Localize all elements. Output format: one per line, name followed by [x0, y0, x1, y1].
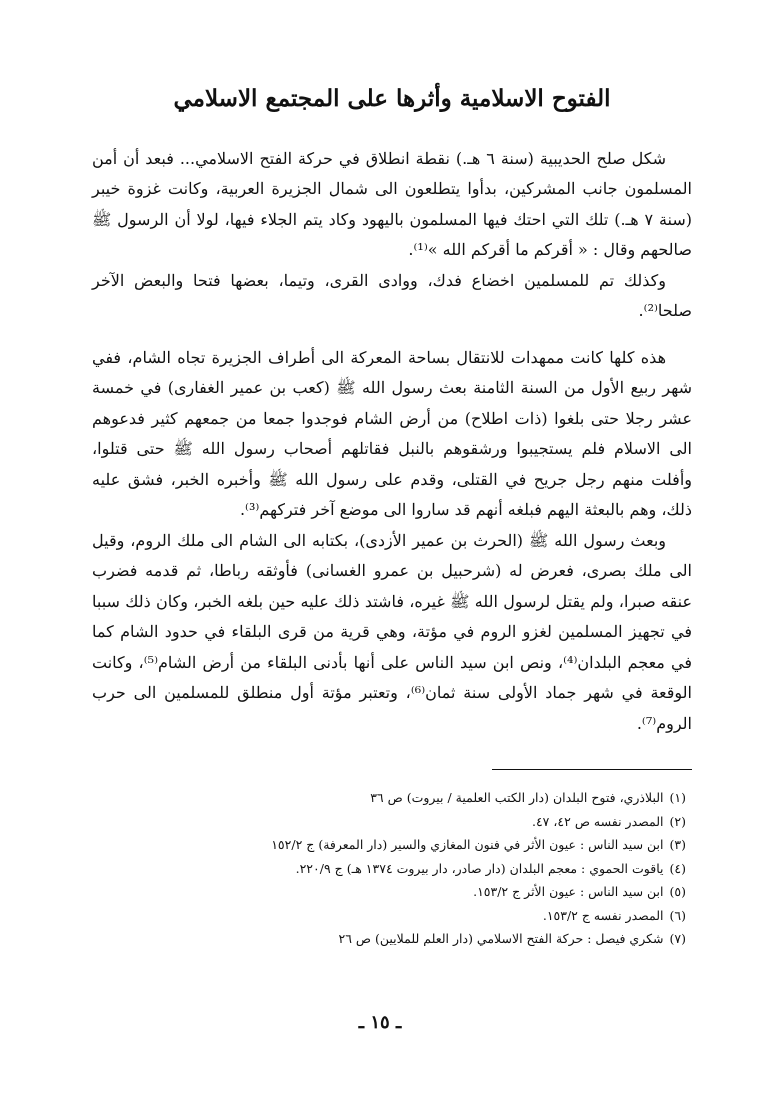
- footnote-text: المصدر نفسه ص ٤٢، ٤٧.: [531, 813, 664, 829]
- footnote-text: شكري فيصل : حركة الفتح الاسلامي (دار العلم للملايين) ص ٢٦: [338, 931, 664, 947]
- paragraph-4: وبعث رسول الله ﷺ (الحرث بن عمير الأزدى)، بكتابه الى الشام الى ملك الروم، وقيل الى ملك بصرى، فعرض له (شرحبيل بن عمرو الغسانى) فأوثقه رباطا، ثم قدمه فضرب عنقه صبرا، ولم يقتل لرسول الله ﷺ غيره، فاشتد ذلك عليه حين بلغه الخبر، وكان ذلك سببا في تجهيز المسلمين لغزو الروم في مؤتة، وهي قرية من قرى البلقاء في حدود الشام كما في معجم البلدان⁽⁴⁾، ونص ابن سيد الناس على أنها بأدنى البلقاء من أرض الشام⁽⁵⁾، وكانت الوقعة في شهر جماد الأولى سنة ثمان⁽⁶⁾، وتعتبر مؤتة أول منطلق للمسلمين الى حرب الروم⁽⁷⁾.: [92, 530, 693, 733]
- footnote-item: [92, 786, 692, 810]
- footnote-number: (١): [669, 790, 686, 806]
- footnote-number: (٣): [669, 837, 686, 853]
- footnote-text: ابن سيد الناس : عيون الأثر ج ١٥٣/٢.: [473, 884, 664, 900]
- footnote-number: (٧): [669, 931, 686, 947]
- footnote-number: (٢): [669, 813, 686, 829]
- footnote-number: (٥): [669, 884, 686, 900]
- paragraph-1: شكل صلح الحديبية (سنة ٦ هـ.) نقطة انطلاق في حركة الفتح الاسلامي... فبعد أن أمن المسلمون جانب المشركين، بدأوا يتطلعون الى شمال الجزيرة العربية، وكانت غزوة خيبر (سنة ٧ هـ.) تلك التي احتك فيها المسلمون باليهود وكاد يتم الجلاء فيها، لولا أن الرسول ﷺ صالحهم وقال : « أقركم ما أقركم الله »⁽¹⁾.: [92, 148, 693, 260]
- paragraph-2: وكذلك تم للمسلمين اخضاع فدك، ووادى القرى، وتيما، بعضها فتحا والبعض الآخر صلحا⁽²⁾.: [92, 270, 692, 321]
- footnote-number: (٤): [669, 860, 686, 876]
- page-number: ـ ١٥ ـ: [358, 1012, 402, 1033]
- footnote-item: [92, 833, 692, 857]
- footnote-text: ياقوت الحموي : معجم البلدان (دار صادر، دار بيروت ١٣٧٤ هـ) ج ٢٢٠/٩.: [295, 860, 664, 876]
- footnote-item: [92, 880, 692, 904]
- footnote-item: [92, 810, 692, 834]
- paragraph-3: هذه كلها كانت ممهدات للانتقال بساحة المعركة الى أطراف الجزيرة تجاه الشام، ففي شهر ربيع الأول من السنة الثامنة بعث رسول الله ﷺ (كعب بن عمير الغفارى) في خمسة عشر رجلا حتى بلغوا (ذات اطلاح) من أرض الشام فوجدوا جمعا من جمعهم كثير فدعوهم الى الاسلام فلم يستجيبوا ورشقوهم بالنبل فقاتلهم أصحاب رسول الله ﷺ حتى قتلوا، وأفلت منهم رجل جريح في القتلى، وقدم على رسول الله ﷺ وأخبره الخبر، فشق عليه ذلك، وهم بالبعثة اليهم فبلغه أنهم قد ساروا الى موضع آخر فتركهم⁽³⁾.: [92, 347, 693, 520]
- footnote-number: (٦): [669, 907, 686, 923]
- footnote-item: [92, 927, 692, 951]
- page-title: الفتوح الاسلامية وأثرها على المجتمع الاسلامي: [173, 85, 611, 112]
- footnote-text: البلاذري، فتوح البلدان (دار الكتب العلمية / بيروت) ص ٣٦: [370, 790, 664, 806]
- footnote-text: المصدر نفسه ج ١٥٣/٢.: [542, 907, 664, 923]
- footnote-item: [92, 857, 692, 881]
- footnote-item: [92, 904, 692, 928]
- footnote-text: ابن سيد الناس : عيون الأثر في فنون المغازي والسير (دار المعرفة) ج ١٥٢/٢: [271, 837, 664, 853]
- main-text: [92, 144, 692, 740]
- footnotes-list: [92, 786, 692, 951]
- footnote-divider: [492, 769, 692, 770]
